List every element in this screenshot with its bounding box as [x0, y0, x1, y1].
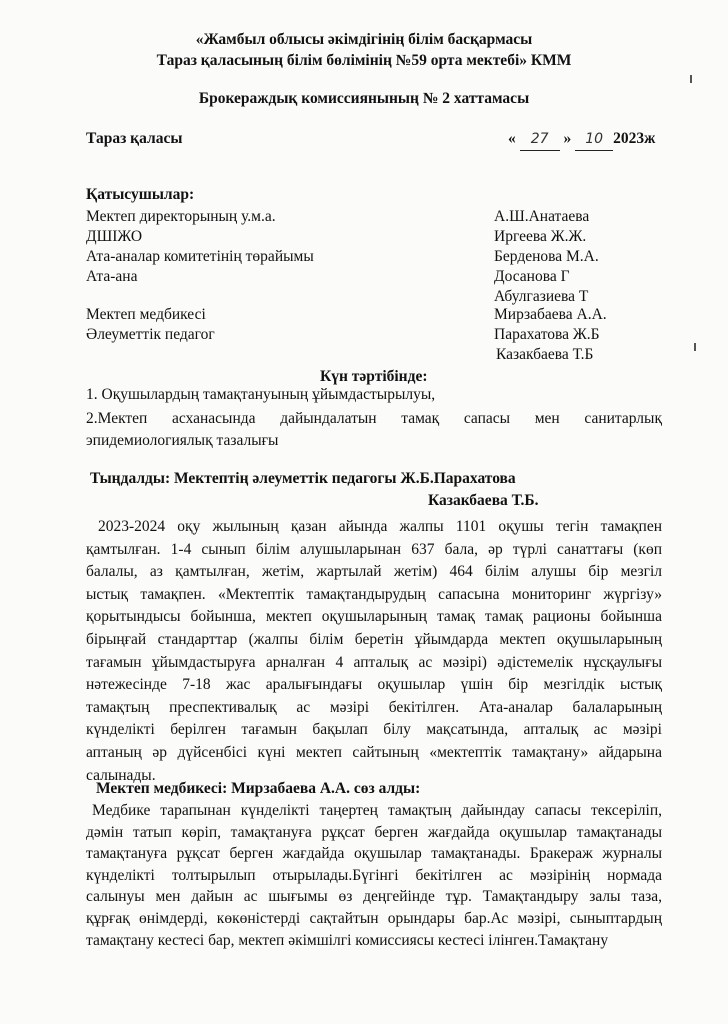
paragraph-line: тамақтану кестесі бар, мектеп әкімшілгі комиссиясы кестесі ілінген.Тамақтану [86, 931, 609, 949]
paragraph-line: 2023-2024 оқу жылының қазан айында жалпы 1101 оқушы тегін тамақпен [98, 518, 662, 535]
paragraph-line: дәмін татып көріп, тамақтануға рұқсат берген жағдайда оқушылар тамақтанады [86, 823, 662, 841]
paragraph-line: ыстық тамақпен. «Мектептік тамақтандырудың сапасына мониторинг жүргізу» [86, 585, 662, 603]
paragraph-line: тамақтың преспективалық ас мәзірі бекітілген. Ата-аналар балаларының [86, 698, 662, 716]
participant-name: Парахатова Ж.Б [494, 326, 600, 343]
participant-role: Мектеп медбикесі [86, 306, 206, 323]
nurse-heading: Мектеп медбикесі: Мирзабаева А.А. сөз алды: [96, 780, 421, 797]
paragraph-line: аптаның әр дүйсенбісі күні мектеп сайтының «мектептік тамақтану» айдарына [86, 744, 662, 761]
paragraph-line: тағамын ұйымдастыруға арналған 4 апталық ас мәзірі) әдістемелік нұсқаулығы [86, 653, 662, 671]
paragraph-line: қамтылған. 1-4 сынып білім алушыларынан 637 бала, әр түрлі санаттағы (көп [86, 540, 662, 558]
participant-role: ДШІЖО [86, 228, 143, 245]
participants-heading: Қатысушылар: [86, 186, 195, 203]
date-open-quote: « [508, 130, 516, 147]
document-date [508, 128, 655, 151]
paragraph-line: қорытындысы бойынша, мектеп оқушыларының тамақ тамақ рационы бойынша [86, 608, 662, 626]
org-header-line-2: Тараз қаласының білім бөлімінің №59 орта мектебі» КММ [156, 52, 572, 69]
date-day: 27 [520, 128, 560, 151]
participant-name: А.Ш.Анатаева [494, 208, 590, 225]
participant-name: Досанова Г [494, 268, 570, 285]
paragraph-line: күнделікті берілген тағамын бақылап білу мақсатында, апталық ас мәзірі [86, 721, 662, 739]
participant-role: Мектеп директорының у.м.а. [86, 208, 276, 225]
agenda-heading: Күн тәртібінде: [320, 368, 428, 385]
paragraph-line: Медбике тарапынан күнделікті таңертең тамақтың дайындау сапасы тексеріліп, [92, 802, 662, 819]
paragraph-line: салынады. [86, 766, 156, 784]
paragraph-line: нәтежесінде 7-18 жас аралығындағы оқушылар үшін бір мезгілдік ыстық [86, 676, 662, 694]
participant-role: Әлеуметтік педагог [86, 326, 215, 343]
agenda-item-1: 1. Оқушылардың тамақтануының ұйымдастырылуы, [86, 386, 436, 403]
paragraph-line: күнделікті толтырылып отырылады.Бүгінгі бекітілген ас мәзірінің нормада [86, 866, 662, 884]
participant-name: Берденова М.А. [494, 248, 599, 265]
participant-name: Абулгазиева Т [494, 288, 589, 305]
paragraph-line: салынуы мен дайын ас шығымы өз деңгейінде тұр. Тамақтандыру залы таза, [86, 888, 662, 906]
date-close-quote: » [563, 130, 572, 147]
date-month: 10 [575, 128, 613, 151]
agenda-item-2-line-1: 2.Мектеп асханасында дайындалатын тамақ сапасы мен санитарлық [86, 410, 662, 427]
heard-line-1: Тыңдалды: Мектептің әлеуметтік педагогы Ж.Б.Парахатова [90, 470, 516, 487]
scan-mark [690, 75, 692, 83]
participant-role: Ата-аналар комитетінің төрайымы [86, 248, 314, 265]
heard-line-2: Казакбаева Т.Б. [428, 492, 539, 509]
paragraph-line: құрғақ өнімдерді, көкөністерді сақтайтын орындары бар.Ас мәзірі, сыныптардың [86, 910, 662, 927]
date-year: 2023ж [613, 130, 656, 147]
paragraph-line: бірыңғай стандарттар (жалпы білім беретін ұйымдарда мектеп оқушыларының [86, 631, 662, 648]
participant-name: Иргеева Ж.Ж. [494, 228, 587, 245]
participant-name: Мирзабаева А.А. [494, 306, 607, 323]
place-city: Тараз қаласы [86, 130, 183, 147]
protocol-title: Брокераждық комиссиянының № 2 хаттамасы [198, 90, 530, 107]
agenda-item-2-line-2: эпидемиологиялық тазалығы [86, 432, 279, 449]
participant-role: Ата-ана [86, 268, 138, 285]
paragraph-line: тамақтануға рұқсат берген жағдайда оқушылар тамақтанады. Бракераж журналы [86, 845, 662, 863]
org-header-line-1: «Жамбыл облысы әкімдігінің білім басқармасы [195, 31, 533, 48]
scan-mark [694, 343, 696, 351]
paragraph-line: балалы, аз қамтылған, жетім, жартылай жетім) 464 білім алушы бір мезгіл [86, 563, 662, 581]
participant-name: Казакбаева Т.Б [496, 346, 594, 363]
